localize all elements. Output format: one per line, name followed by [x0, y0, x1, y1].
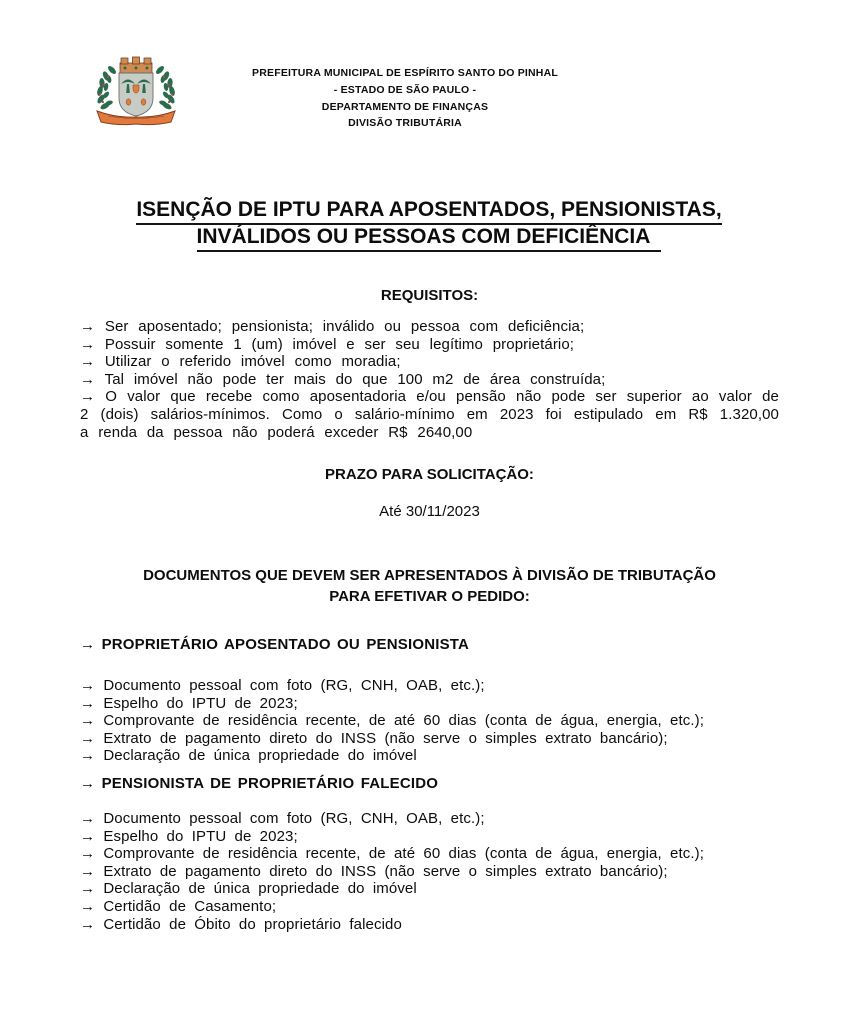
- org-division-line: DIVISÃO TRIBUTÁRIA: [348, 117, 462, 130]
- org-department-line: DEPARTAMENTO DE FINANÇAS: [321, 100, 489, 113]
- requisitos-list: [80, 318, 779, 441]
- title-line-2: INVÁLIDOS OU PESSOAS COM DEFICIÊNCIA: [197, 225, 662, 252]
- section-list-proprietario-aposentado: [80, 677, 779, 765]
- org-state-line: - ESTADO DE SÃO PAULO -: [333, 83, 477, 96]
- documento-item: → Declaração de única propriedade do imóvel: [80, 880, 417, 898]
- documento-item: → Declaração de única propriedade do imóvel: [80, 747, 417, 765]
- section-heading-pensionista-falecido: → PENSIONISTA DE PROPRIETÁRIO FALECIDO: [80, 775, 439, 792]
- letterhead: [80, 65, 730, 132]
- prazo-value: Até 30/11/2023: [379, 503, 480, 520]
- requisitos-heading: REQUISITOS:: [380, 287, 479, 304]
- documento-item: → Documento pessoal com foto (RG, CNH, OAB, etc.);: [80, 810, 485, 827]
- org-name-line: PREFEITURA MUNICIPAL DE ESPÍRITO SANTO DO PINHAL: [252, 67, 558, 79]
- documento-item: → Comprovante de residência recente, de até 60 dias (conta de água, energia, etc.);: [80, 712, 704, 730]
- documento-item: → Comprovante de residência recente, de até 60 dias (conta de água, energia, etc.);: [80, 845, 704, 863]
- requisito-paragraph-line: a renda da pessoa não poderá exceder R$ 2640,00: [80, 423, 473, 441]
- requisito-paragraph-line: → O valor que recebe como aposentadoria e/ou pensão não pode ser superior ao valor de: [80, 388, 779, 406]
- requisito-item: → Ser aposentado; pensionista; inválido ou pessoa com deficiência;: [80, 318, 585, 335]
- document-title: [79, 198, 779, 252]
- prazo-heading: PRAZO PARA SOLICITAÇÃO:: [325, 466, 534, 483]
- requisito-item: → Utilizar o referido imóvel como moradia;: [80, 353, 401, 371]
- requisito-item: → Tal imóvel não pode ter mais do que 100 m2 de área construída;: [80, 370, 606, 388]
- documentos-heading-line-1: DOCUMENTOS QUE DEVEM SER APRESENTADOS À DIVISÃO DE TRIBUTAÇÃO: [143, 567, 716, 584]
- documento-item: → Espelho do IPTU de 2023;: [80, 827, 298, 845]
- documento-item: → Certidão de Casamento;: [80, 897, 277, 915]
- requisito-paragraph-line: 2 (dois) salários-mínimos. Como o salário-mínimo em 2023 foi estipulado em R$ 1.320,00: [80, 405, 779, 423]
- section-list-pensionista-falecido: [80, 810, 779, 933]
- documentos-heading: [80, 566, 779, 607]
- documento-item: → Certidão de Óbito do proprietário falecido: [80, 915, 402, 933]
- section-heading-proprietario-aposentado: → PROPRIETÁRIO APOSENTADO OU PENSIONISTA: [80, 636, 470, 653]
- documento-item: → Espelho do IPTU de 2023;: [80, 694, 298, 712]
- requisito-item: → Possuir somente 1 (um) imóvel e ser seu legítimo proprietário;: [80, 335, 575, 353]
- documento-item: → Extrato de pagamento direto do INSS (não serve o simples extrato bancário);: [80, 862, 668, 880]
- documentos-heading-line-2: PARA EFETIVAR O PEDIDO:: [329, 587, 530, 605]
- documento-item: → Documento pessoal com foto (RG, CNH, OAB, etc.);: [80, 677, 485, 694]
- title-line-1: ISENÇÃO DE IPTU PARA APOSENTADOS, PENSIONISTAS,: [136, 198, 721, 225]
- documento-item: → Extrato de pagamento direto do INSS (não serve o simples extrato bancário);: [80, 729, 668, 747]
